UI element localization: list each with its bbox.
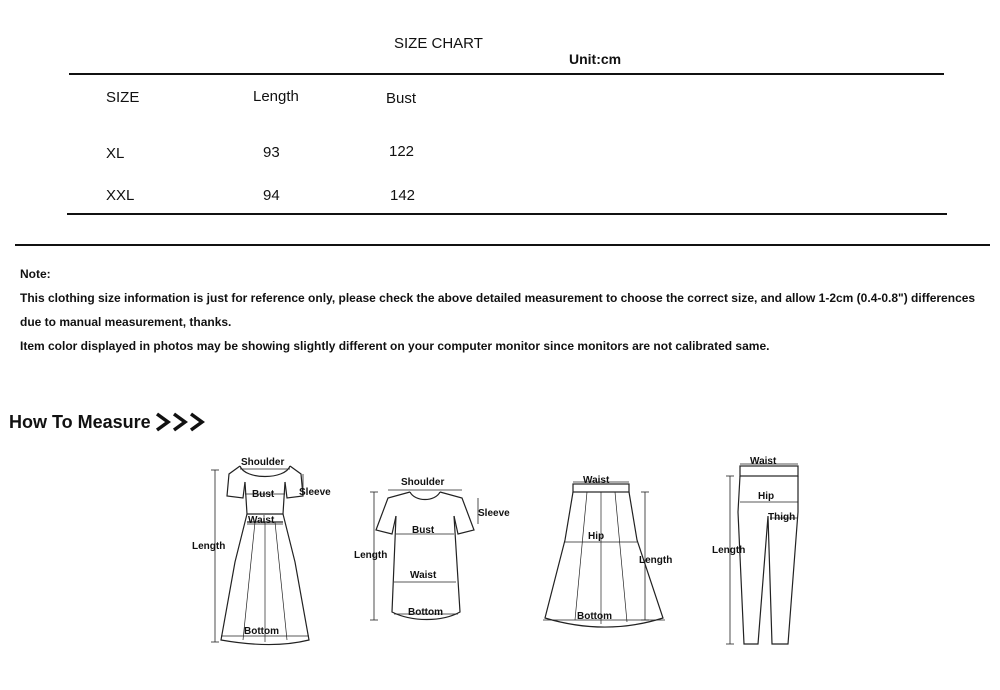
header-bust: Bust: [386, 90, 417, 107]
row-length: 94: [263, 187, 280, 204]
note-line-2: due to manual measurement, thanks.: [20, 315, 232, 329]
pants-diagram: [708, 452, 818, 652]
tshirt-length-label: Length: [354, 550, 388, 561]
row-bust: 122: [389, 143, 415, 160]
table-top-rule: [69, 73, 944, 75]
tshirt-bust-label: Bust: [412, 525, 435, 536]
how-to-measure-heading: [9, 410, 209, 434]
dress-sleeve-label: Sleeve: [299, 487, 331, 498]
row-bust: 142: [390, 187, 416, 204]
row-size: XXL: [106, 187, 135, 204]
row-size: XL: [106, 145, 125, 162]
dress-waist-label: Waist: [248, 515, 275, 526]
pants-hip-label: Hip: [758, 491, 775, 502]
tshirt-sleeve-label: Sleeve: [478, 508, 510, 519]
skirt-length-label: Length: [639, 555, 673, 566]
triple-chevron-right-icon: [155, 410, 209, 434]
tshirt-bottom-label: Bottom: [408, 607, 443, 618]
section-divider: [15, 244, 990, 246]
table-bottom-rule: [67, 213, 947, 215]
unit-label: Unit:cm: [569, 51, 622, 67]
note-line-3: Item color displayed in photos may be showing slightly different on your computer monitor since monitors are not calibrated same.: [20, 339, 770, 353]
size-chart-title: SIZE CHART: [394, 35, 483, 52]
dress-bottom-label: Bottom: [244, 626, 279, 637]
row-length: 93: [263, 144, 280, 161]
skirt-diagram: [535, 470, 685, 635]
skirt-waist-label: Waist: [583, 475, 610, 486]
header-size: SIZE: [106, 89, 140, 106]
pants-thigh-label: Thigh: [768, 512, 796, 523]
skirt-hip-label: Hip: [588, 531, 605, 542]
tshirt-shoulder-label: Shoulder: [401, 477, 445, 488]
dress-bust-label: Bust: [252, 489, 275, 500]
dress-length-label: Length: [192, 541, 226, 552]
tshirt-waist-label: Waist: [410, 570, 437, 581]
header-length: Length: [253, 88, 299, 105]
note-block: [20, 262, 995, 358]
pants-length-label: Length: [712, 545, 746, 556]
dress-shoulder-label: Shoulder: [241, 457, 285, 468]
skirt-bottom-label: Bottom: [577, 611, 612, 622]
tshirt-diagram: [352, 472, 522, 632]
note-heading: Note:: [20, 267, 51, 281]
pants-waist-label: Waist: [750, 456, 777, 467]
dress-diagram: [185, 452, 345, 652]
how-to-measure-title: How To Measure: [9, 411, 151, 432]
note-line-1: This clothing size information is just for reference only, please check the above detailed measurement to choose the correct size, and allow 1-2cm (0.4-0.8") differences: [20, 291, 976, 305]
